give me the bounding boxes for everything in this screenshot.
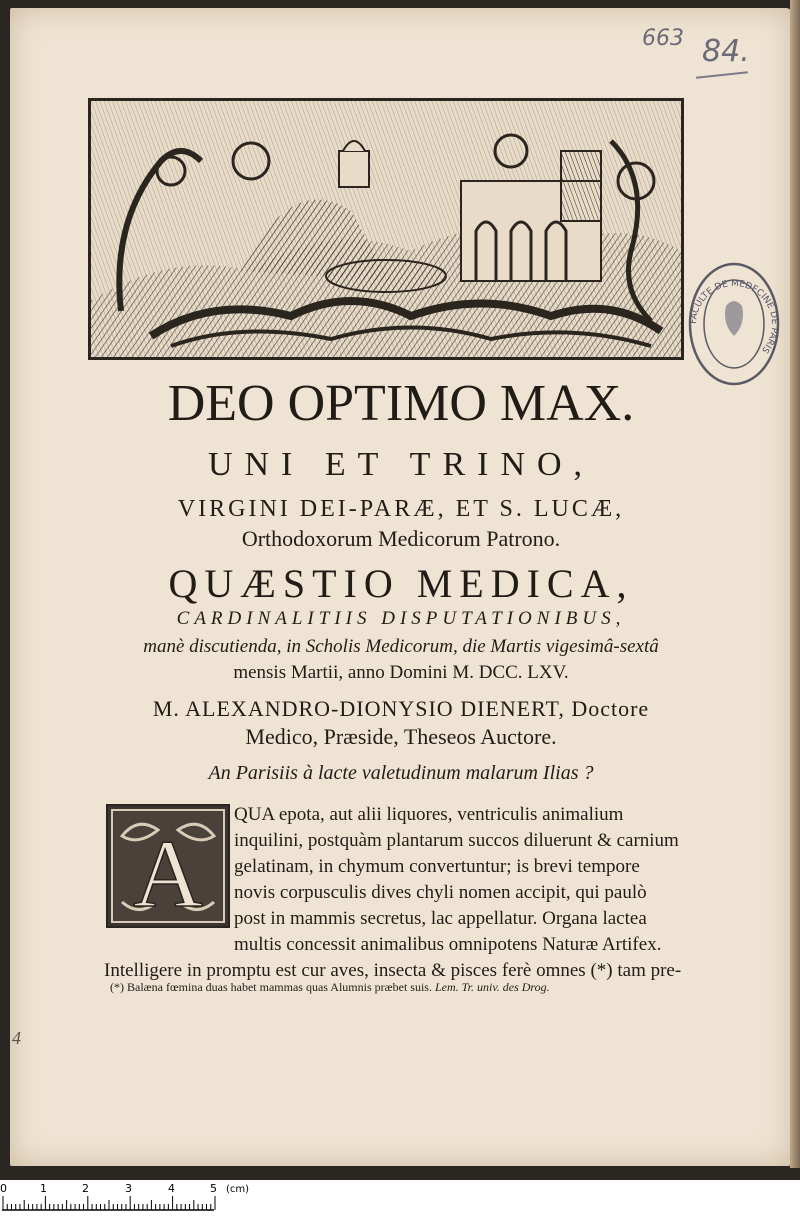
title-dedication: DEO OPTIMO MAX. bbox=[167, 375, 635, 432]
ruler-label-3: 3 bbox=[125, 1182, 132, 1195]
ruler-label-4: 4 bbox=[168, 1182, 175, 1195]
title-trinity: UNI ET TRINO, bbox=[207, 446, 595, 483]
ruler-label-5: 5 bbox=[210, 1182, 217, 1195]
margin-note: 4 bbox=[12, 1028, 21, 1048]
initial-letter: A bbox=[133, 820, 203, 926]
body-line: novis corpusculis dives chyli nomen accipit, qui paulò bbox=[234, 882, 647, 903]
title-virgin: VIRGINI DEI-PARÆ, ET S. LUCÆ, bbox=[177, 496, 625, 522]
body-line: inquilini, postquàm plantarum succos diluerunt & carnium bbox=[234, 830, 679, 851]
footnote-text: (*) Balæna fœmina duas habet mammas quas Alumnis præbet suis. bbox=[110, 980, 432, 994]
title-author: M. ALEXANDRO-DIONYSIO DIENERT, Doctore bbox=[152, 696, 650, 721]
body-line: QUA epota, aut alii liquores, ventriculis animalium bbox=[234, 804, 624, 825]
ruler-unit: (cm) bbox=[226, 1184, 250, 1195]
thesis-question: An Parisiis à lacte valetudinum malarum Ilias ? bbox=[208, 762, 594, 784]
manuscript-number-1: 663 bbox=[642, 26, 684, 51]
title-schedule: manè discutienda, in Scholis Medicorum, die Martis vigesimâ-sextâ bbox=[143, 636, 659, 657]
library-stamp bbox=[686, 256, 782, 392]
title-author-role: Medico, Præside, Theseos Auctore. bbox=[245, 724, 557, 749]
footnote-reference: Lem. Tr. univ. des Drog. bbox=[434, 980, 550, 994]
stamp-text: FACULTE DE MEDECINE DE PARIS bbox=[688, 278, 780, 355]
title-quaestio: QUÆSTIO MEDICA, bbox=[168, 561, 634, 606]
page-edge bbox=[790, 0, 800, 1168]
manuscript-underline bbox=[696, 71, 748, 78]
scale-ruler bbox=[0, 1180, 800, 1218]
manuscript-number-2: 84. bbox=[702, 34, 750, 69]
document-page bbox=[10, 8, 792, 1166]
title-patron: Orthodoxorum Medicorum Patrono. bbox=[241, 526, 561, 551]
body-line: gelatinam, in chymum convertuntur; is brevi tempore bbox=[234, 856, 640, 877]
ruler-label-0: 0 bbox=[0, 1182, 7, 1195]
title-disputations: CARDINALITIIS DISPUTATIONIBUS, bbox=[176, 608, 626, 629]
body-line: post in mammis secretus, lac appellatur. Organa lactea bbox=[234, 908, 647, 929]
decorated-initial bbox=[106, 804, 230, 928]
ruler-label-1: 1 bbox=[40, 1182, 47, 1195]
title-date: mensis Martii, anno Domini M. DCC. LXV. bbox=[233, 662, 569, 683]
woodcut-banner bbox=[88, 98, 684, 360]
body-line: Intelligere in promptu est cur aves, insecta & pisces ferè omnes (*) tam pre- bbox=[104, 960, 682, 981]
footnote bbox=[110, 980, 550, 995]
body-line: multis concessit animalibus omnipotens Naturæ Artifex. bbox=[234, 934, 662, 955]
ruler-label-2: 2 bbox=[82, 1182, 89, 1195]
